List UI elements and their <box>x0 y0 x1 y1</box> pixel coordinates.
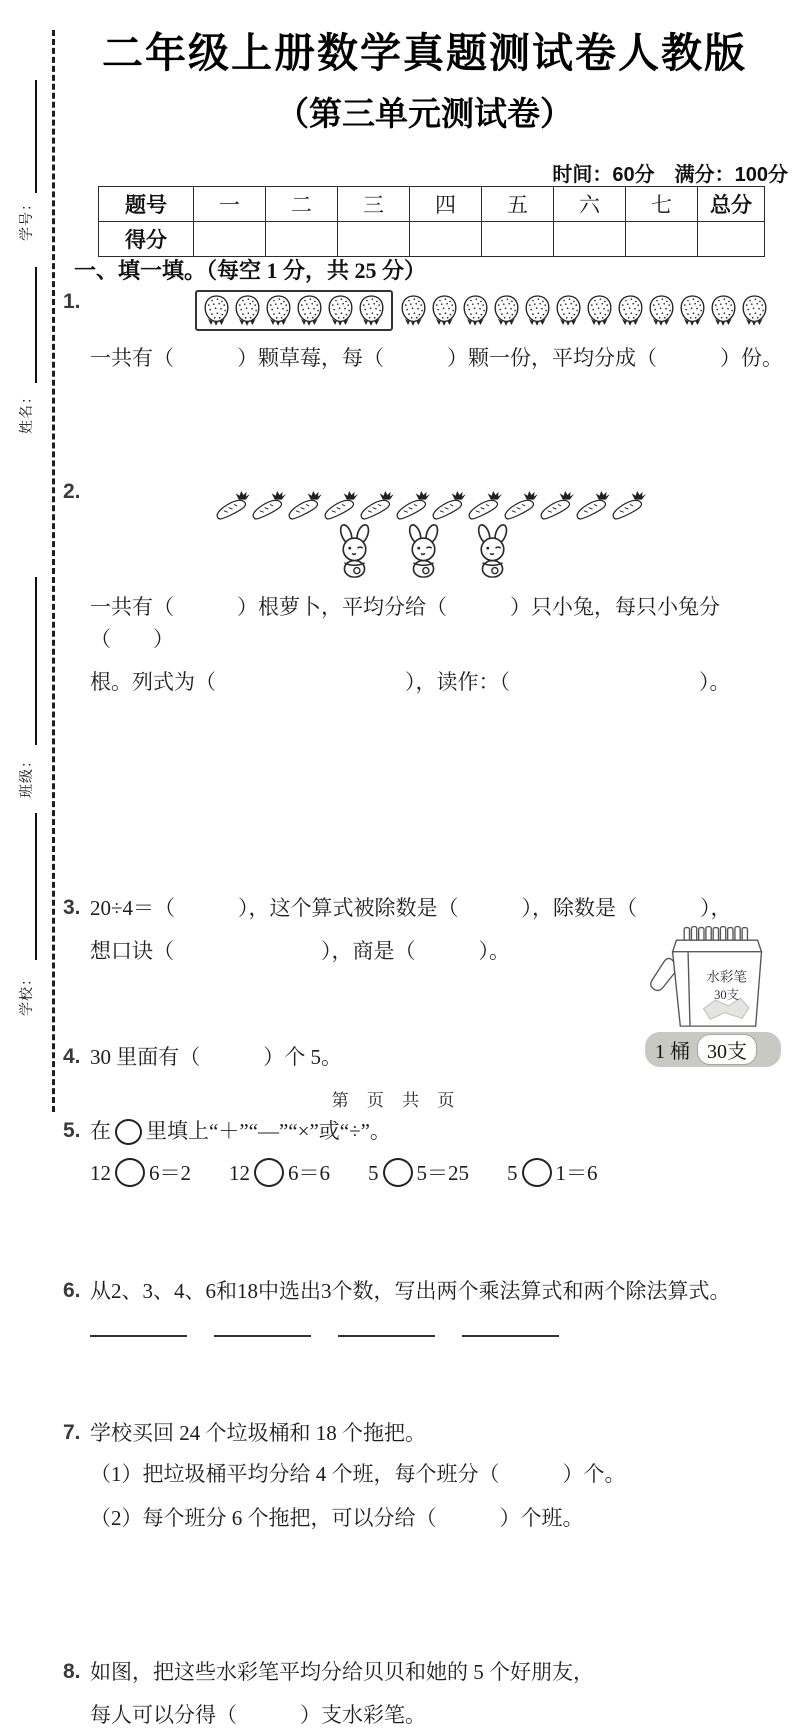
question-number: 3. <box>63 896 81 919</box>
question-number: 5. <box>63 1119 81 1142</box>
question-number: 2. <box>63 480 81 503</box>
question-6 <box>58 1275 791 1337</box>
question-number: 7. <box>63 1421 81 1444</box>
strawberry-icon <box>357 294 386 327</box>
question-8 <box>58 1656 618 1731</box>
school-label: 学校： <box>18 971 34 1016</box>
time-score-meta: 时间：60分 满分：100分 <box>552 164 788 186</box>
bucket-label-line1: 水彩笔 <box>706 969 747 985</box>
class-write-line <box>35 577 37 745</box>
question-text: 每人可以分得（ ）支水彩笔。 <box>90 1703 426 1727</box>
score-table-cell: 总分 <box>698 187 765 222</box>
question-text: 30 里面有（ ）个 5。 <box>90 1045 342 1069</box>
question-number: 4. <box>63 1045 81 1068</box>
answer-blank <box>90 1331 187 1337</box>
score-table-cell: 四 <box>410 187 482 222</box>
question-number: 8. <box>63 1660 81 1683</box>
score-cell-empty <box>698 222 765 257</box>
strawberry-icon <box>399 294 428 327</box>
carrot-icon <box>611 491 646 521</box>
answer-blank <box>338 1331 435 1337</box>
carrot-icon <box>287 491 322 521</box>
operator-circle-icon <box>254 1158 284 1187</box>
carrot-icon <box>503 491 538 521</box>
strawberry-icon <box>554 294 583 327</box>
strawberry-icon <box>647 294 676 327</box>
strawberry-icon <box>616 294 645 327</box>
pen-bucket-icon <box>645 916 791 1030</box>
operator-circle-icon <box>115 1119 142 1145</box>
expression-left: 12 <box>229 1161 250 1185</box>
score-cell-empty <box>626 222 698 257</box>
question-7 <box>58 1417 791 1534</box>
strawberry-icon <box>461 294 490 327</box>
strawberry-icon <box>295 294 324 327</box>
operator-circle-icon <box>522 1158 552 1187</box>
student-id-label: 学号： <box>18 196 34 241</box>
score-table-cell: 五 <box>482 187 554 222</box>
score-table <box>98 186 765 257</box>
carrot-icon <box>395 491 430 521</box>
operator-circle-icon <box>383 1158 413 1187</box>
badge-pen-count: 30支 <box>697 1034 757 1065</box>
sub-question-1: （1）把垃圾桶平均分给 4 个班，每个班分（ ）个。 <box>90 1462 626 1486</box>
school-write-line <box>35 813 37 960</box>
expression <box>507 1157 598 1189</box>
rabbit-icon <box>470 523 515 578</box>
expression-right: 5＝25 <box>416 1161 469 1185</box>
strawberry-loose-group <box>399 294 769 327</box>
expression-right: 6＝2 <box>149 1161 191 1185</box>
paper-title: 二年级上册数学真题测试卷人教版 <box>102 30 747 76</box>
strawberry-icon <box>233 294 262 327</box>
expression-right: 6＝6 <box>288 1161 330 1185</box>
score-cell-empty <box>194 222 266 257</box>
rabbit-icon <box>332 523 377 578</box>
carrot-icon <box>323 491 358 521</box>
pen-bucket-figure <box>645 916 791 1067</box>
class-label: 班级： <box>18 753 34 798</box>
strawberry-icon <box>326 294 355 327</box>
question-number: 6. <box>63 1279 81 1302</box>
question-1 <box>58 286 791 374</box>
answer-blank <box>214 1331 311 1337</box>
badge-bucket-count: 1 桶 <box>655 1041 690 1063</box>
score-table-score-row <box>99 222 765 257</box>
score-table-cell: 二 <box>266 187 338 222</box>
question-text: 一共有（ ）颗草莓，每（ ）颗一份，平均分成（ ）份。 <box>90 346 783 370</box>
question-number: 1. <box>63 290 81 313</box>
paper-subtitle: （第三单元测试卷） <box>276 95 573 132</box>
strawberry-icon <box>430 294 459 327</box>
operator-circle-icon <box>115 1158 145 1187</box>
sub-question-2: （2）每个班分 6 个拖把，可以分给（ ）个班。 <box>90 1506 584 1530</box>
score-table-cell: 六 <box>554 187 626 222</box>
carrot-icon <box>431 491 466 521</box>
question-text-suffix: 里填上“＋”“—”“×”或“÷”。 <box>146 1119 391 1143</box>
rabbit-icon <box>401 523 446 578</box>
expression-row <box>90 1157 791 1189</box>
answer-blank-row <box>90 1331 791 1337</box>
strawberry-icon <box>740 294 769 327</box>
expression-right: 1＝6 <box>555 1161 598 1185</box>
score-table-cell: 七 <box>626 187 698 222</box>
strawberry-icon <box>202 294 231 327</box>
score-cell-empty <box>266 222 338 257</box>
strawberry-icon <box>523 294 552 327</box>
score-table-cell: 题号 <box>99 187 194 222</box>
fold-dashed-line <box>52 30 55 1112</box>
question-text: 从2、3、4、6和18中选出3个数，写出两个乘法算式和两个除法算式。 <box>90 1279 731 1303</box>
expression <box>368 1157 469 1189</box>
score-table-cell: 一 <box>194 187 266 222</box>
carrot-icon <box>467 491 502 521</box>
expression-left: 5 <box>368 1161 379 1185</box>
bucket-label-line2: 30支 <box>714 988 740 1003</box>
score-row-label: 得分 <box>99 222 194 257</box>
question-text: 如图，把这些水彩笔平均分给贝贝和她的 5 个好朋友， <box>90 1660 594 1684</box>
expression-left: 5 <box>507 1161 518 1185</box>
question-2 <box>58 476 791 698</box>
question-text: 想口诀（ ），商是（ ）。 <box>90 939 510 963</box>
question-5 <box>58 1115 791 1189</box>
expression <box>229 1157 330 1189</box>
carrot-icon <box>251 491 286 521</box>
strawberry-icon <box>264 294 293 327</box>
strawberry-group-box <box>195 290 393 331</box>
expression <box>90 1157 191 1189</box>
page-footer: 第 页 共 页 <box>331 1091 462 1110</box>
question-text <box>90 1115 791 1147</box>
question-text: 一共有（ ）根萝卜，平均分给（ ）只小兔，每只小兔分（ ） <box>90 595 720 651</box>
question-text-prefix: 在 <box>90 1119 111 1143</box>
rabbit-row <box>332 523 791 581</box>
carrot-icon <box>215 491 250 521</box>
score-cell-empty <box>338 222 410 257</box>
score-table-header-row <box>99 187 765 222</box>
question-text: 学校买回 24 个垃圾桶和 18 个拖把。 <box>90 1421 426 1445</box>
question-text: 根。列式为（ ），读作：（ ）。 <box>90 670 731 694</box>
student-id-write-line <box>35 80 37 193</box>
score-cell-empty <box>554 222 626 257</box>
strawberry-row <box>195 286 791 334</box>
carrot-row <box>215 476 791 521</box>
strawberry-icon <box>492 294 521 327</box>
score-cell-empty <box>482 222 554 257</box>
score-table-cell: 三 <box>338 187 410 222</box>
strawberry-icon <box>678 294 707 327</box>
carrot-icon <box>539 491 574 521</box>
name-write-line <box>35 267 37 383</box>
answer-blank <box>462 1331 559 1337</box>
bucket-caption-badge <box>645 1032 781 1067</box>
carrot-icon <box>359 491 394 521</box>
name-label: 姓名： <box>18 389 34 434</box>
score-cell-empty <box>410 222 482 257</box>
section-one-heading: 一、填一填。（每空 1 分，共 25 分） <box>74 258 427 283</box>
strawberry-icon <box>709 294 738 327</box>
expression-left: 12 <box>90 1161 111 1185</box>
question-text: 20÷4＝（ ），这个算式被除数是（ ），除数是（ ）， <box>90 896 732 920</box>
carrot-icon <box>575 491 610 521</box>
strawberry-icon <box>585 294 614 327</box>
